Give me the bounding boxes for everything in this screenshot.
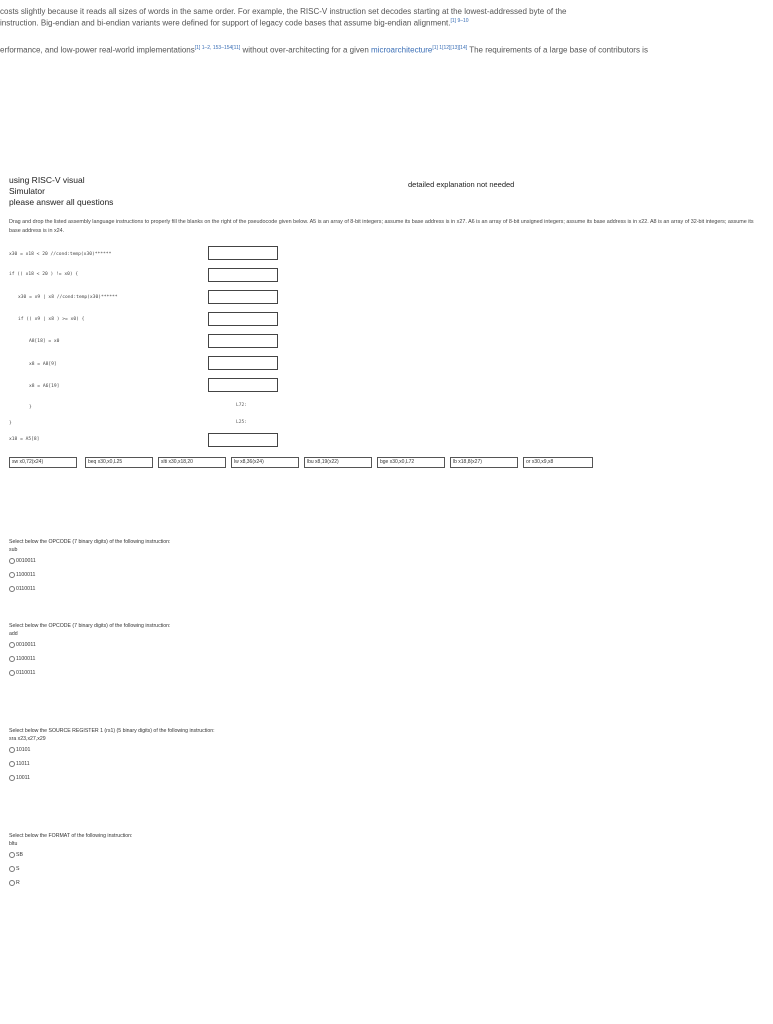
detail-note: detailed explanation not needed	[408, 180, 515, 189]
draggable-instruction[interactable]: lb x18,8(x27)	[450, 457, 518, 468]
question-block	[9, 727, 215, 784]
radio-option[interactable]	[9, 555, 170, 567]
question-block	[9, 832, 133, 889]
draggable-instruction[interactable]: sw x0,72(x24)	[9, 457, 77, 468]
code-line: }	[29, 405, 32, 410]
radio-button[interactable]	[9, 761, 15, 767]
option-label: 10101	[16, 747, 31, 753]
answer-drop-box[interactable]	[208, 246, 278, 260]
option-label: 1100011	[16, 572, 36, 578]
answer-drop-box[interactable]	[208, 334, 278, 348]
article-text: without over-architecting for a given	[240, 45, 371, 55]
answer-drop-box[interactable]	[208, 312, 278, 326]
option-label: R	[16, 880, 20, 886]
question-prompt: Select below the SOURCE REGISTER 1 (rs1) (5 binary digits) of the following instruction:	[9, 728, 215, 734]
option-label: 1100011	[16, 656, 36, 662]
code-line: if (( x9 | x8 ) >= x0) {	[18, 317, 85, 322]
radio-option[interactable]	[9, 653, 170, 665]
radio-button[interactable]	[9, 642, 15, 648]
radio-option[interactable]	[9, 569, 170, 581]
radio-button[interactable]	[9, 656, 15, 662]
draggable-instruction[interactable]: beq x30,x0,L25	[85, 457, 153, 468]
citation[interactable]: [1] 1–2, 153–154[11]	[194, 45, 241, 51]
code-line: x30 = x18 < 20 //cond:temp(x30)******	[9, 252, 112, 257]
question-prompt: Select below the OPCODE (7 binary digits) of the following instruction:	[9, 539, 171, 545]
answer-drop-box[interactable]	[208, 378, 278, 392]
option-label: 10011	[16, 775, 31, 781]
radio-option[interactable]	[9, 877, 133, 889]
article-text: erformance, and low-power real-world implementations	[0, 45, 195, 55]
code-line: x30 = x9 | x8 //cond:temp(x30)******	[18, 295, 118, 300]
option-label: 0110011	[16, 670, 36, 676]
option-label: 0010011	[16, 558, 36, 564]
question-instruction: sra x23,x27,x29	[9, 736, 46, 742]
option-label: 0010011	[16, 642, 36, 648]
radio-button[interactable]	[9, 852, 15, 858]
header-line: using RISC-V visual	[9, 175, 85, 185]
radio-option[interactable]	[9, 772, 215, 784]
article-text-line-2: costs slightly because it reads all sizes of words in the same order. For example, the RISC-V instruction set decodes starting at the lowest-addressed byte of the	[0, 7, 567, 16]
code-line: x8 = A6[19]	[29, 384, 60, 389]
code-line: x18 = A5[8]	[9, 437, 40, 442]
question-instruction: add	[9, 631, 18, 637]
radio-button[interactable]	[9, 558, 15, 564]
answer-drop-box[interactable]	[208, 290, 278, 304]
option-label: 11011	[16, 761, 30, 767]
radio-option[interactable]	[9, 667, 170, 679]
radio-button[interactable]	[9, 775, 15, 781]
radio-button[interactable]	[9, 670, 15, 676]
code-line: x8 = A8[9]	[29, 362, 57, 367]
question-block	[9, 622, 170, 679]
header-line: please answer all questions	[9, 197, 114, 207]
article-text-line-4	[0, 45, 648, 55]
draggable-instruction[interactable]: bge x30,x0,L72	[377, 457, 445, 468]
radio-option[interactable]	[9, 744, 215, 756]
radio-button[interactable]	[9, 747, 15, 753]
question-header	[9, 175, 113, 208]
radio-button[interactable]	[9, 880, 15, 886]
article-text: The requirements of a large base of contributors is	[467, 45, 648, 55]
label-l25: L25:	[236, 420, 248, 425]
option-label: S	[16, 866, 20, 872]
header-line: Simulator	[9, 186, 45, 196]
option-label: 0110011	[16, 586, 36, 592]
question-block	[9, 538, 170, 595]
answer-drop-box[interactable]	[208, 268, 278, 282]
code-line: }	[9, 421, 12, 426]
citation[interactable]: [1] 1[12][13][14]	[432, 45, 468, 51]
article-text-line-3	[0, 18, 469, 28]
draggable-instruction[interactable]: slti x30,x18,20	[158, 457, 226, 468]
radio-option[interactable]	[9, 639, 170, 651]
draggable-instruction[interactable]: lbu x8,19(x22)	[304, 457, 372, 468]
citation[interactable]: [1] 9–10	[450, 18, 469, 24]
draggable-instruction[interactable]: lw x8,36(x24)	[231, 457, 299, 468]
radio-option[interactable]	[9, 583, 170, 595]
radio-button[interactable]	[9, 866, 15, 872]
question-prompt: Select below the OPCODE (7 binary digits) of the following instruction:	[9, 623, 171, 629]
radio-option[interactable]	[9, 758, 215, 770]
radio-button[interactable]	[9, 572, 15, 578]
code-line: A8[18] = x0	[29, 339, 60, 344]
label-l72: L72:	[236, 403, 248, 408]
microarchitecture-link[interactable]: microarchitecture	[371, 45, 433, 55]
radio-option[interactable]	[9, 863, 133, 875]
article-text: instruction. Big-endian and bi-endian variants were defined for support of legacy code bases that assume big-endian alignment.	[0, 18, 451, 28]
answer-drop-box[interactable]	[208, 356, 278, 370]
drag-drop-instructions: Drag and drop the listed assembly language instructions to properly fill the blanks on the right of the pseudocode given below. A5 is an array of 8-bit integers; assume its base address is in x27. A6 is an array of 8-bit unsigned integers; assume its base address is in x22. A8 is an array of 32-bit integers; assume its base address is in x24.	[9, 219, 754, 234]
radio-option[interactable]	[9, 849, 133, 861]
question-instruction: bltu	[9, 841, 18, 847]
question-instruction: sub	[9, 547, 18, 553]
question-prompt: Select below the FORMAT of the following instruction:	[9, 833, 133, 839]
draggable-instruction[interactable]: or x30,x9,x8	[523, 457, 593, 468]
answer-drop-box[interactable]	[208, 433, 278, 447]
option-label: SB	[16, 852, 23, 858]
radio-button[interactable]	[9, 586, 15, 592]
code-line: if (( x18 < 20 ) != x0) {	[9, 272, 79, 277]
